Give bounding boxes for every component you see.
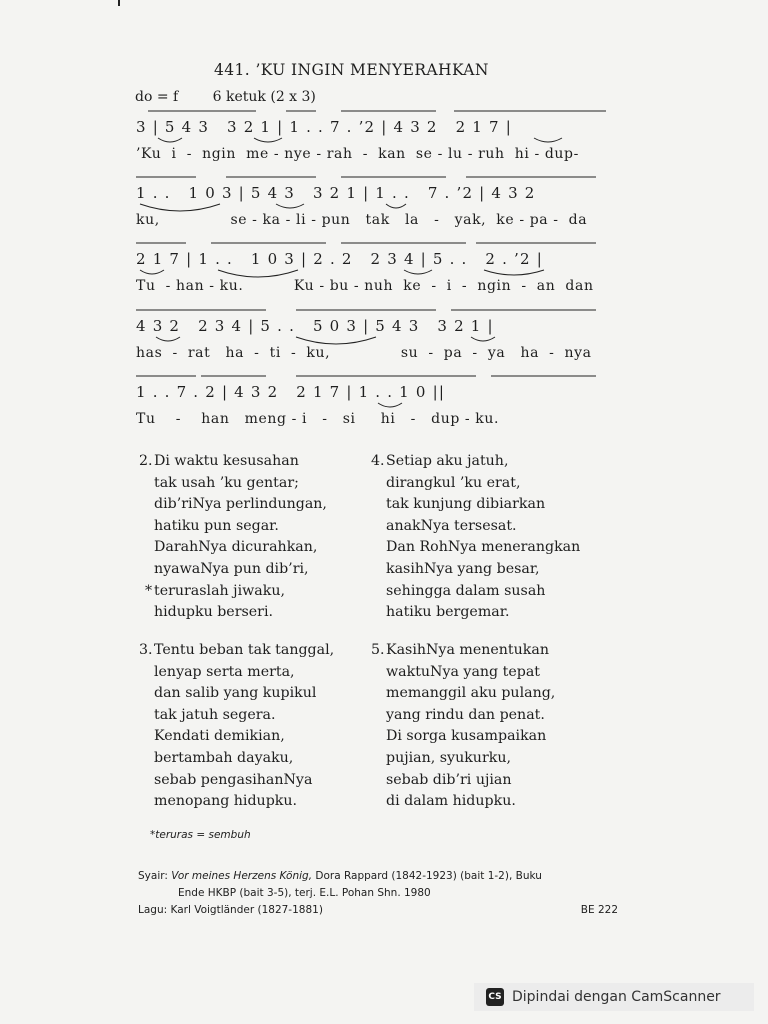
verse-number: 3. <box>139 642 153 658</box>
credits <box>138 868 618 919</box>
notes-row <box>136 240 626 274</box>
verse-line <box>145 581 327 603</box>
verse-5 <box>371 640 556 813</box>
verse-line: yang rindu dan penat. <box>386 706 545 723</box>
verse-line: Dan RohNya menerangkan <box>386 539 581 556</box>
lyric-line: ku, se - ka - li - pun tak la - yak, ke - pa - da <box>136 212 588 228</box>
verse-line: hidupku berseri. <box>154 604 273 621</box>
camscanner-watermark <box>474 983 754 1011</box>
verse-line: dirangkul ’ku erat, <box>386 474 521 491</box>
verse-line: DarahNya dicurahkan, <box>154 539 318 556</box>
lyric-line: ’Ku i - ngin me - nye - rah - kan se - lu - ruh hi - dup- <box>136 146 579 162</box>
syair-label: Syair: <box>138 870 168 882</box>
notes-row <box>136 307 626 341</box>
verse-line: Tentu beban tak tanggal, <box>154 642 335 658</box>
verse-line: bertambah dayaku, <box>154 749 294 766</box>
verse-line: memanggil aku pulang, <box>386 685 556 702</box>
notes-row <box>136 373 626 407</box>
verse-line: lenyap serta merta, <box>154 663 295 680</box>
verse-line: hatiku bergemar. <box>386 604 510 621</box>
key-signature: do = f <box>135 89 179 105</box>
verse-line: tak jatuh segera. <box>154 706 276 723</box>
lyricist-credit <box>138 868 618 885</box>
verse-line: Di waktu kesusahan <box>154 453 299 469</box>
hymn-title: 441. ’KU INGIN MENYERAHKAN <box>214 61 489 79</box>
verse-line: Di sorga kusampaikan <box>386 728 547 745</box>
verse-line: menopang hidupku. <box>154 793 298 810</box>
notes-row <box>136 108 626 142</box>
verse-line: dan salib yang kupikul <box>154 685 317 702</box>
verse-line: tak usah ’ku gentar; <box>154 474 299 491</box>
verse-line: sehingga dalam susah <box>386 582 546 599</box>
notes-text: 2 1 7 | 1 . . 1 0 3 | 2 . 2 2 3 4 | 5 . . 2 . ’2 | <box>136 250 543 268</box>
verse-line: nyawaNya pun dib’ri, <box>154 560 309 577</box>
lyricist-credit-cont: Ende HKBP (bait 3-5), terj. E.L. Pohan Shn. 1980 <box>178 887 431 899</box>
notes-row <box>136 174 626 208</box>
verse-line: Setiap aku jatuh, <box>386 453 509 469</box>
notes-text: 1 . . 1 0 3 | 5 4 3 3 2 1 | 1 . . 7 . ’2 | 4 3 2 <box>136 184 536 202</box>
verse-line: dib’riNya perlindungan, <box>154 496 327 513</box>
lagu-label: Lagu: <box>138 904 168 916</box>
verse-number: 2. <box>139 453 153 469</box>
verse-3 <box>139 640 335 813</box>
lyric-line: has - rat ha - ti - ku, su - pa - ya ha - nya <box>136 345 592 361</box>
verse-line: sebab pengasihanNya <box>154 771 313 788</box>
camscanner-logo-icon: CS <box>486 988 504 1006</box>
verse-line: tak kunjung dibiarkan <box>386 496 546 513</box>
composer-credit <box>138 902 618 919</box>
verse-4 <box>371 451 581 624</box>
lyric-line: Tu - han meng - i - si hi - dup - ku. <box>136 411 500 427</box>
verse-line: kasihNya yang besar, <box>386 560 540 577</box>
footnote-marker: * <box>145 582 153 599</box>
tempo-line <box>135 89 316 105</box>
lyric-line: Tu - han - ku. Ku - bu - nuh ke - i - ngin - an dan <box>136 278 594 294</box>
verse-line: sebab dib’ri ujian <box>386 771 512 788</box>
meter: 6 ketuk (2 x 3) <box>212 89 316 105</box>
notes-text: 1 . . 7 . 2 | 4 3 2 2 1 7 | 1 . . 1 0 || <box>136 383 446 401</box>
verse-number: 4. <box>371 453 385 469</box>
page-edge-mark <box>118 0 120 6</box>
verse-number: 5. <box>371 642 385 658</box>
syair-author: Dora Rappard (1842-1923) (bait 1-2), Buku <box>312 870 542 882</box>
verse-line: waktuNya yang tepat <box>386 663 540 680</box>
composer: Karl Voigtländer (1827-1881) <box>170 904 323 916</box>
book-code: BE 222 <box>580 904 618 916</box>
verse-line: pujian, syukurku, <box>386 749 511 766</box>
verse-line: KasihNya menentukan <box>386 642 549 658</box>
verse-line: di dalam hidupku. <box>386 793 516 810</box>
verse-line: hatiku pun segar. <box>154 517 279 534</box>
original-title: Vor meines Herzens König, <box>171 870 313 882</box>
verse-line: Kendati demikian, <box>154 728 285 745</box>
camscanner-text: Dipindai dengan CamScanner <box>512 989 721 1005</box>
verse-line-text: teruraslah jiwaku, <box>154 582 285 599</box>
verse-line: anakNya tersesat. <box>386 517 517 534</box>
notes-text: 4 3 2 2 3 4 | 5 . . 5 0 3 | 5 4 3 3 2 1 | <box>136 317 494 335</box>
footnote: *teruras = sembuh <box>150 829 251 841</box>
notes-text: 3 | 5 4 3 3 2 1 | 1 . . 7 . ’2 | 4 3 2 2 1 7 | <box>136 118 512 136</box>
verse-2 <box>139 451 327 624</box>
